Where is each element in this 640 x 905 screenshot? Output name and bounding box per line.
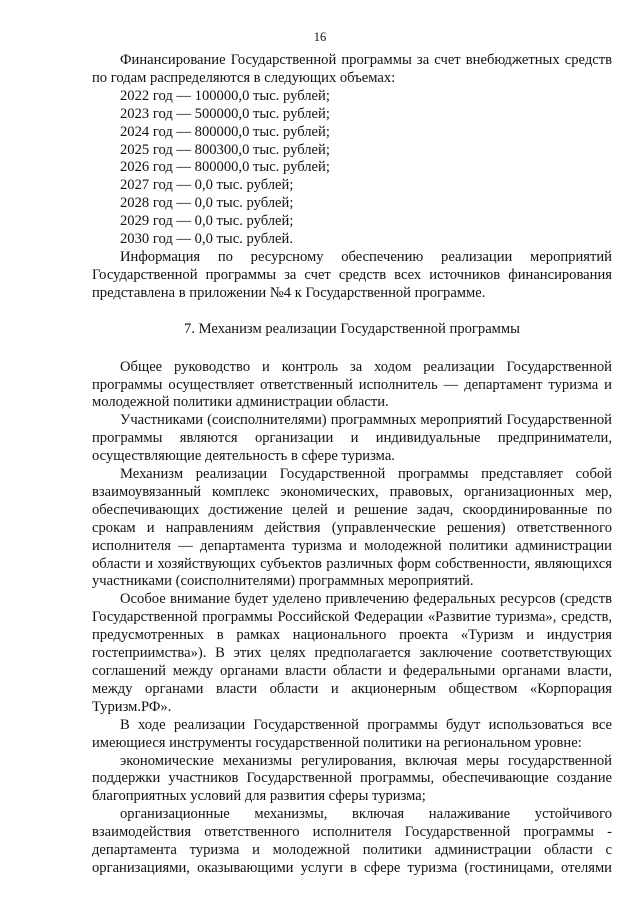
funding-line: 2027 год — 0,0 тыс. рублей; — [120, 177, 294, 194]
page-number: 16 — [313, 30, 327, 44]
document-body — [92, 52, 612, 878]
general-management-paragraph: Общее руководство и контроль за ходом реализации Государственной программы осуществляет ответственный исполнитель — департамент туризма и молодежной политики администрации области. — [92, 358, 612, 411]
participants-paragraph: Участниками (соисполнителями) программных мероприятий Государственной программы являются организации и индивидуальные предприниматели, осуществляющие деятельность в сфере туризма. — [92, 412, 612, 465]
funding-line: 2023 год — 500000,0 тыс. рублей; — [120, 105, 330, 122]
funding-list — [92, 88, 612, 249]
funding-line: 2030 год — 0,0 тыс. рублей. — [120, 231, 293, 248]
federal-resources-paragraph: Особое внимание будет уделено привлечению федеральных ресурсов (средств Государственной программы Российской Федерации «Развитие туризма», средств, предусмотренных в рамках национального проекта «Туризм и индустрия гостеприимства»). В этих целях предполагается заключение соответствующих соглашений между органами власти области и федеральными органами власти, между органами власти области и акционерным обществом «Корпорация Туризм.РФ». — [92, 591, 612, 715]
funding-line: 2028 год — 0,0 тыс. рублей; — [120, 195, 294, 212]
funding-line: 2024 год — 800000,0 тыс. рублей; — [120, 123, 330, 140]
resource-info-paragraph: Информация по ресурсному обеспечению реализации мероприятий Государственной программы за счет средств всех источников финансирования представлена в приложении №4 к Государственной программе. — [92, 248, 612, 301]
funding-line: 2022 год — 100000,0 тыс. рублей; — [120, 87, 330, 104]
funding-intro-paragraph: Финансирование Государственной программы за счет внебюджетных средств по годам распределяются в следующих объемах: — [92, 52, 612, 86]
section-heading: 7. Механизм реализации Государственной программы — [184, 320, 520, 337]
funding-line: 2026 год — 800000,0 тыс. рублей; — [120, 159, 330, 176]
economic-mechanisms-paragraph: экономические механизмы регулирования, включая меры государственной поддержки участников Государственной программы, обеспечивающие создание благоприятных условий для развития сферы туризма; — [92, 752, 612, 805]
organizational-mechanisms-paragraph: организационные механизмы, включая налаживание устойчивого взаимодействия ответственного исполнителя Государственной программы - департамента туризма и молодежной политики администрации области с организациями, оказывающими услуги в сфере туризма (гостиницами, отелями — [92, 806, 612, 876]
mechanism-paragraph: Механизм реализации Государственной программы представляет собой взаимоувязанный комплекс экономических, правовых, организационных мер, обеспечивающих достижение целей и решение задач, скоординированные по срокам и направлениям действия (управленческие решения) ответственного исполнителя — департамента туризма и молодежной политики администрации области и хозяйствующих субъектов различных форм собственности, являющихся участниками (соисполнителями) программных мероприятий. — [92, 466, 612, 590]
funding-line: 2029 год — 0,0 тыс. рублей; — [120, 213, 294, 230]
policy-tools-paragraph: В ходе реализации Государственной программы будут использоваться все имеющиеся инструменты государственной политики на региональном уровне: — [92, 716, 612, 751]
funding-line: 2025 год — 800300,0 тыс. рублей; — [120, 141, 330, 158]
